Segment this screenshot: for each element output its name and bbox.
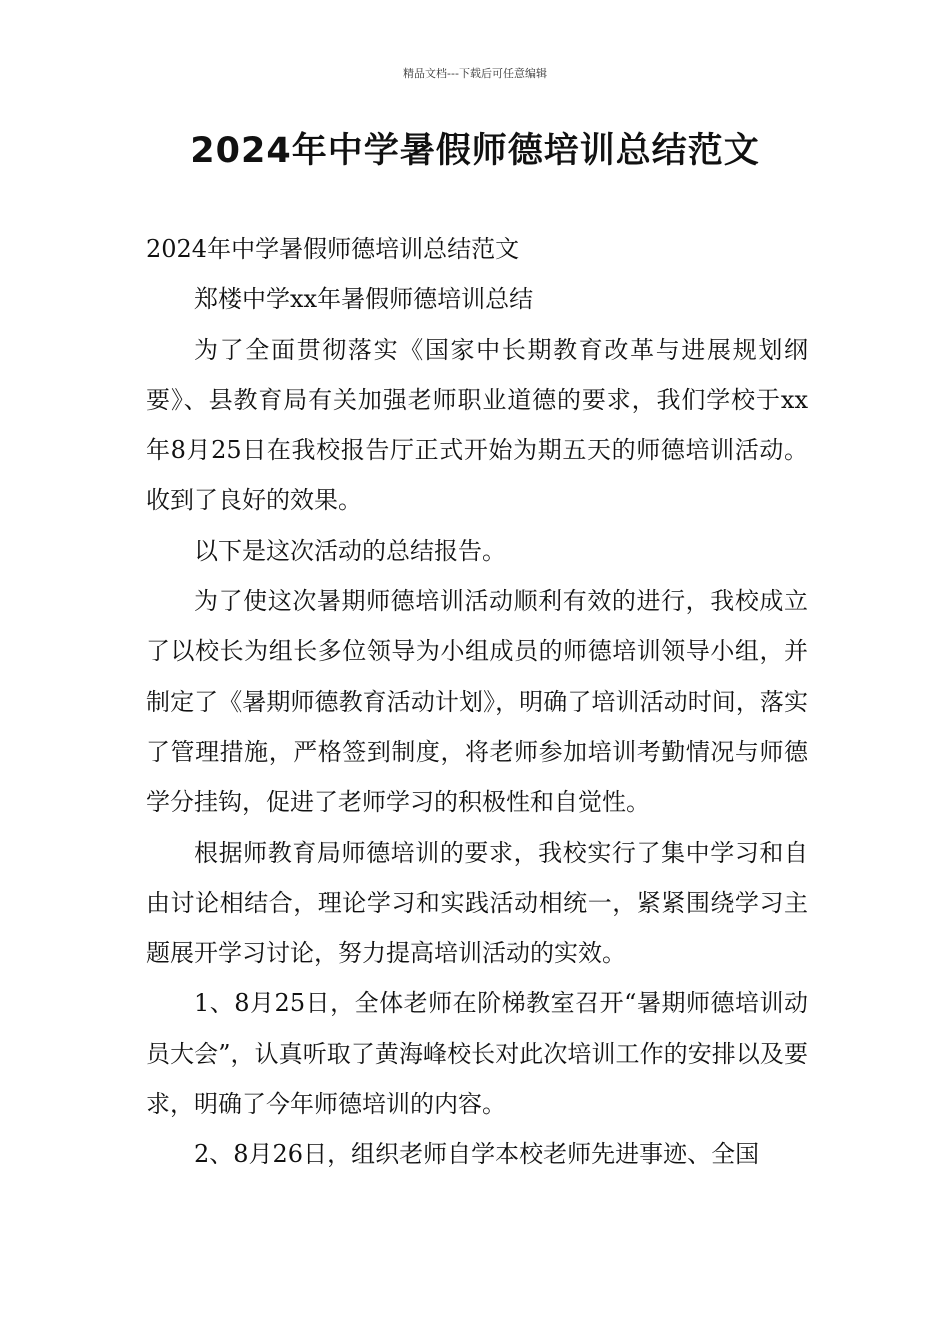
paragraph-heading: 郑楼中学xx年暑假师德培训总结	[194, 285, 534, 314]
document-title: 2024年中学暑假师德培训总结范文	[190, 131, 760, 171]
paragraph: 以下是这次活动的总结报告。	[194, 536, 506, 565]
paragraph: 根据师教育局师德培训的要求，我校实行了集中学习和自由讨论相结合，理论学习和实践活动相统一，紧紧围绕学习主题展开学习讨论，努力提高培训活动的实效。	[146, 838, 808, 968]
paragraph: 为了使这次暑期师德培训活动顺利有效的进行，我校成立了以校长为组长多位领导为小组成员的师德培训领导小组，并制定了《暑期师德教育活动计划》，明确了培训活动时间，落实了管理措施，严格签到制度，将老师参加培训考勤情况与师德学分挂钩，促进了老师学习的积极性和自觉性。	[146, 587, 808, 817]
paragraph: 为了全面贯彻落实《国家中长期教育改革与进展规划纲要》、县教育局有关加强老师职业道德的要求，我们学校于xx年8月25日在我校报告厅正式开始为期五天的师德培训活动。收到了良好的效果。	[146, 335, 808, 515]
paragraph: 1、8月25日，全体老师在阶梯教室召开“暑期师德培训动员大会”，认真听取了黄海峰校长对此次培训工作的安排以及要求，明确了今年师德培训的内容。	[146, 989, 808, 1119]
paragraph: 2、8月26日，组织老师自学本校老师先进事迹、全国	[194, 1140, 760, 1169]
document-body	[146, 224, 808, 1180]
header-note: 精品文档---下载后可任意编辑	[403, 67, 547, 80]
paragraph-subtitle: 2024年中学暑假师德培训总结范文	[146, 235, 520, 263]
